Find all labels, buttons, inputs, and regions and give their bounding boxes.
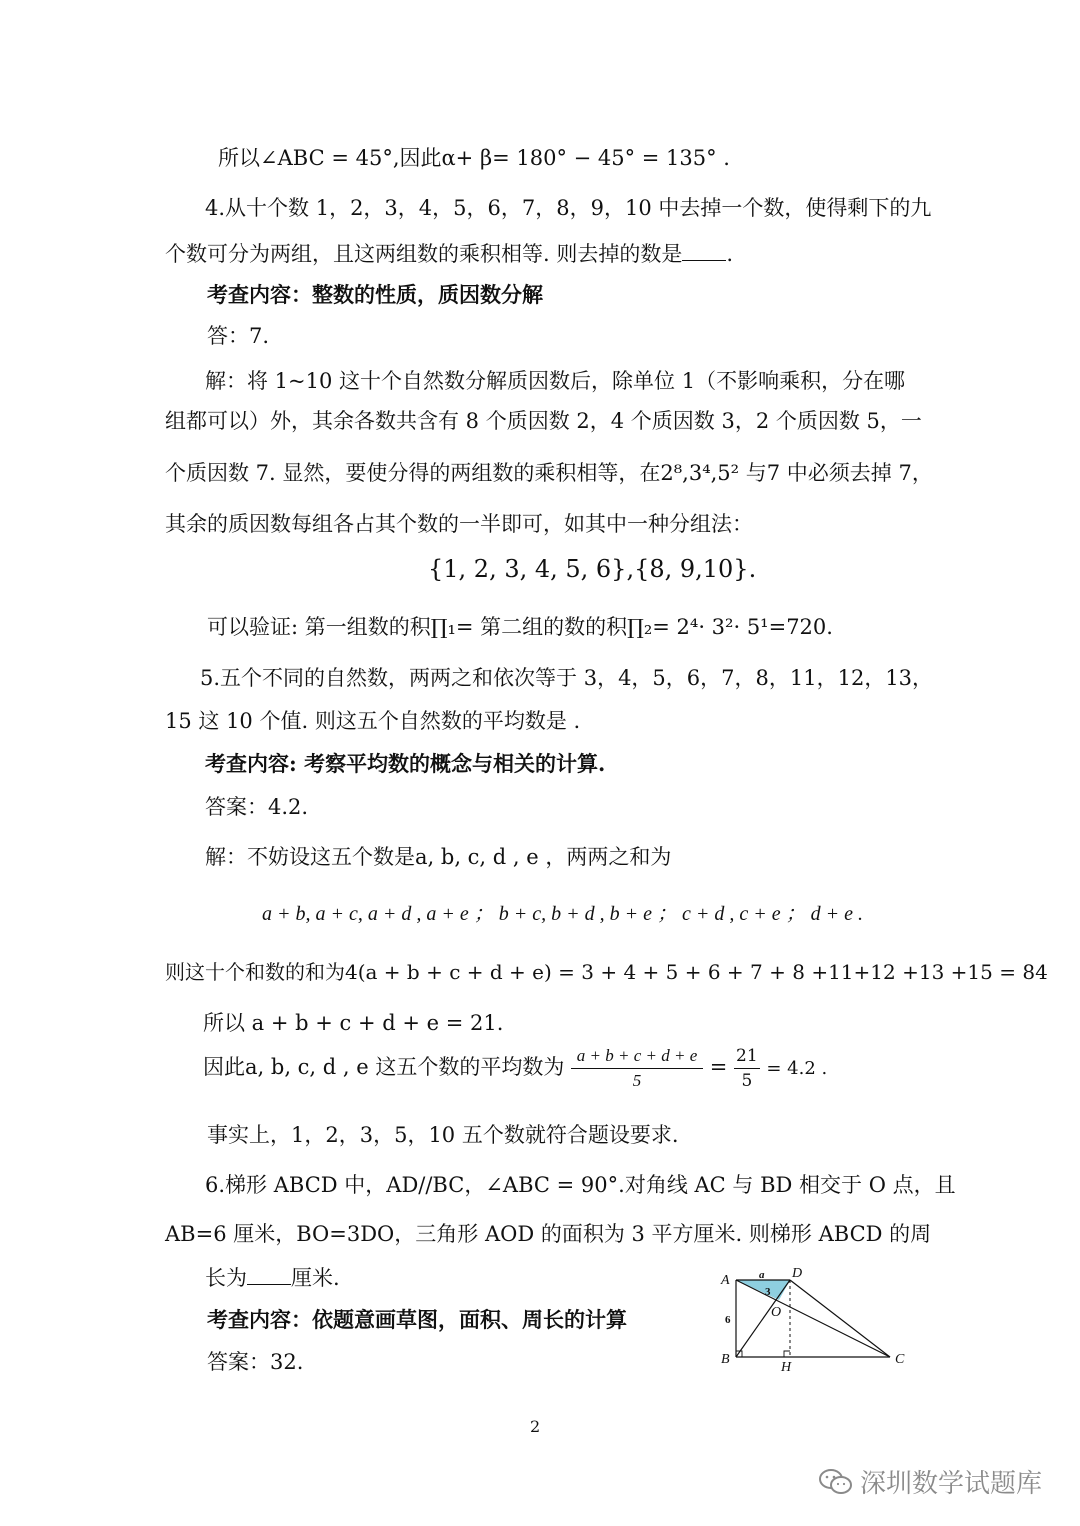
q4-solution-line4: 其余的质因数每组各占其个数的一半即可，如其中一种分组法：: [165, 512, 753, 536]
label-a: A: [721, 1273, 730, 1288]
triangle-aod-fill: [736, 1280, 790, 1300]
q4-statement-line2: 个数可分为两组，且这两组数的乘积相等. 则去掉的数是 .: [165, 242, 734, 266]
page-number: 2: [530, 1417, 541, 1436]
diagonal-ac: [736, 1280, 890, 1357]
q6-answer: 答案：32.: [207, 1350, 304, 1374]
wechat-icon: [818, 1467, 854, 1497]
q5-average: 因此a, b, c, d , e 这五个数的平均数为 $\frac{a + b + c + d + e}{5}$ = $\frac{21}{5}$ = 4.2 .: [203, 1046, 828, 1091]
answer-blank: [682, 242, 726, 261]
label-h: H: [781, 1360, 792, 1375]
q5-statement-line2: 15 这 10 个值. 则这五个自然数的平均数是 .: [165, 709, 581, 733]
segment-dc: [790, 1280, 890, 1357]
q4-statement-line1: 4.从十个数 1，2，3，4，5，6，7，8，9，10 中去掉一个数，使得剩下的九: [205, 196, 932, 220]
q6-statement-line2: AB=6 厘米，BO=3DO，三角形 AOD 的面积为 3 平方厘米. 则梯形 ABCD 的周: [165, 1222, 932, 1246]
q4-topic: 考查内容：整数的性质，质因数分解: [207, 282, 543, 307]
prev-conclusion: 所以∠ABC = 45°,因此α+ β= 180° − 45° = 135° .: [218, 146, 730, 170]
label-area-3: 3: [765, 1286, 771, 1298]
q5-topic: 考查内容: 考察平均数的概念与相关的计算.: [205, 751, 606, 776]
label-len-6: 6: [725, 1314, 731, 1326]
label-b: B: [721, 1352, 730, 1367]
q6-statement-line3: 长为 厘米.: [205, 1266, 340, 1290]
q4-solution-line3: 个质因数 7. 显然，要使分得的两组数的乘积相等，在2⁸,3⁴,5² 与7 中必须去掉 7，: [165, 461, 933, 485]
label-c: C: [895, 1352, 905, 1367]
q5-solution-line1: 解：不妨设这五个数是a, b, c, d , e ，两两之和为: [205, 845, 672, 869]
answer-blank: [247, 1266, 291, 1285]
watermark: 深圳数学试题库: [818, 1463, 1042, 1500]
q5-fact: 事实上，1，2，3，5，10 五个数就符合题设要求.: [207, 1123, 679, 1147]
average-fraction: $\frac{a + b + c + d + e}{5}$: [571, 1044, 703, 1093]
q6-statement-line1: 6.梯形 ABCD 中，AD//BC，∠ABC = 90°.对角线 AC 与 BD 相交于 O 点，且: [205, 1173, 956, 1197]
q4-solution-line2: 组都可以）外，其余各数共含有 8 个质因数 2，4 个质因数 3，2 个质因数 5，一: [165, 409, 922, 433]
q5-pair-sums: a + b, a + c, a + d , a + e ； b + c, b + d , b + e ； c + d , c + e ； d + e .: [262, 903, 863, 925]
q4-verify: 可以验证: 第一组数的积∏₁= 第二组的数的积∏₂= 2⁴· 3²· 5¹=720.: [207, 615, 833, 639]
q4-answer: 答：7.: [207, 324, 270, 348]
q5-statement-line1: 5.五个不同的自然数，两两之和依次等于 3，4，5，6，7，8，11，12，13，: [200, 666, 934, 690]
label-d: D: [792, 1266, 803, 1281]
q5-total: 则这十个和数的和为4(a + b + c + d + e) = 3 + 4 + 5 + 6 + 7 + 8 +11+12 +13 +15 = 84: [165, 960, 1048, 984]
label-len-a: a: [759, 1269, 765, 1281]
average-fraction-value: $\frac{21}{5}$: [736, 1046, 758, 1091]
q5-answer: 答案：4.2.: [205, 795, 309, 819]
q4-groups: {1, 2, 3, 4, 5, 6},{8, 9,10}.: [428, 555, 757, 583]
label-o: O: [771, 1305, 782, 1320]
right-angle-h: [784, 1351, 790, 1357]
trapezoid-figure: [715, 1265, 915, 1375]
q4-solution-line1: 解：将 1~10 这十个自然数分解质因数后，除单位 1（不影响乘积，分在哪: [205, 369, 906, 393]
q5-sum-result: 所以 a + b + c + d + e = 21.: [203, 1011, 504, 1035]
q6-topic: 考查内容：依题意画草图，面积、周长的计算: [207, 1307, 627, 1332]
